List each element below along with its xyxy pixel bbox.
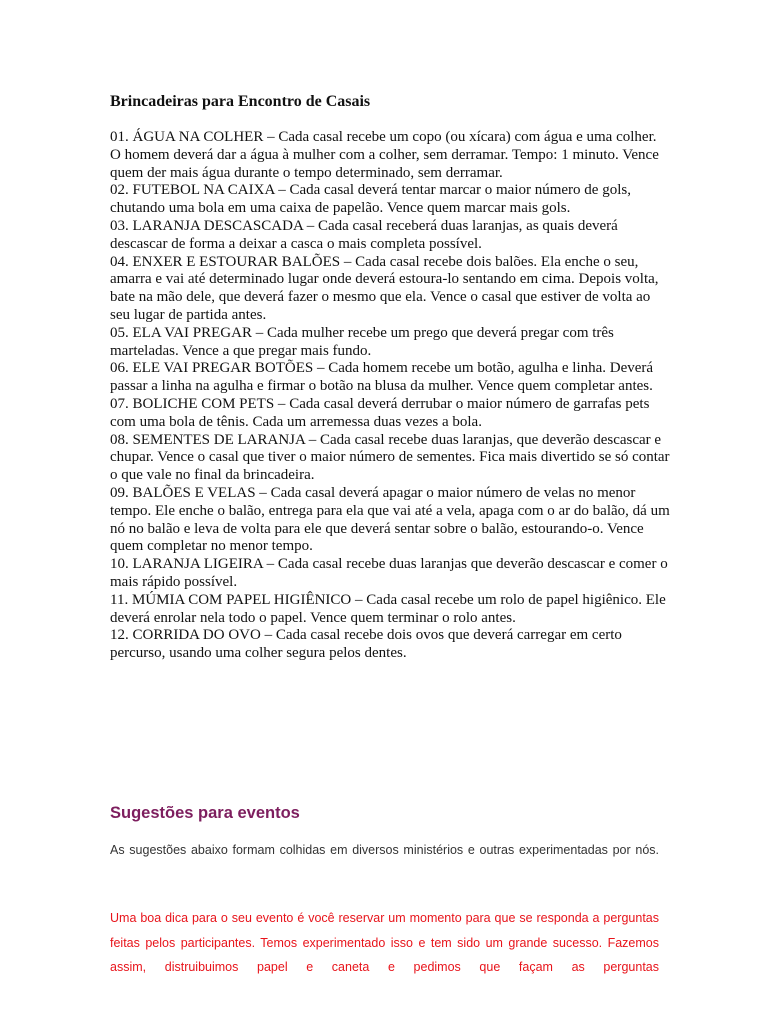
game-item xyxy=(110,627,670,663)
game-text: Cada casal recebe dois ovos que deverá carregar em certo percurso, usando uma colher segura pelos dentes. xyxy=(110,627,622,662)
game-item xyxy=(110,129,670,182)
game-item xyxy=(110,396,670,432)
game-text: Cada homem recebe um botão, agulha e linha. Deverá passar a linha na agulha e firmar o botão na blusa da mulher. Vence quem completar antes. xyxy=(110,360,654,395)
game-text: Cada casal recebe duas laranjas que deverão descascar e comer o mais rápido possível. xyxy=(110,556,668,590)
game-item xyxy=(110,182,670,218)
game-label: 05. ELA VAI PREGAR – xyxy=(110,324,267,341)
intro-paragraph: As sugestões abaixo formam colhidas em diversos ministérios e outras experimentadas por nós. xyxy=(110,843,659,857)
section-heading: Sugestões para eventos xyxy=(110,804,300,822)
game-label: 01. ÁGUA NA COLHER – xyxy=(110,129,279,145)
game-text: Cada mulher recebe um prego que deverá pregar com três marteladas. Vence a que pregar mais fundo. xyxy=(110,324,614,359)
game-text: Cada casal recebe duas laranjas, que deverão descascar e chupar. Vence o casal que tiver o maior número de sementes. Fica mais divertido se só contar o que vale no final da brincadeira. xyxy=(110,431,670,484)
game-label: 03. LARANJA DESCASCADA – xyxy=(110,217,318,234)
game-label: 04. ENXER E ESTOURAR BALÕES – xyxy=(110,253,356,270)
game-text: Cada casal deverá tentar marcar o maior número de gols, chutando uma bola em uma caixa de papelão. Vence quem marcar mais gols. xyxy=(110,182,631,217)
game-item xyxy=(110,254,670,325)
game-item xyxy=(110,485,670,556)
game-text: Cada casal recebe dois balões. Ela enche o seu, amarra e vai até determinado lugar onde deverá estoura-lo sentando em cima. Depois volta, bate na mão dele, que deverá fazer o mesmo que ela. Vence o casal que estiver de volta ao seu lugar de partida antes. xyxy=(110,253,659,323)
game-item xyxy=(110,360,670,396)
game-label: 11. MÚMIA COM PAPEL HIGIÊNICO – xyxy=(110,591,367,608)
game-text: Cada casal recebe um copo (ou xícara) com água e uma colher. O homem deverá dar a água à mulher com a colher, sem derramar. Tempo: 1 minuto. Vence quem der mais água durante o tempo determinado, sem derramar. xyxy=(110,129,659,181)
document-title: Brincadeiras para Encontro de Casais xyxy=(110,93,371,110)
game-label: 08. SEMENTES DE LARANJA – xyxy=(110,431,321,448)
game-text: Cada casal receberá duas laranjas, as quais deverá descascar de forma a deixar a casca o mais completa possível. xyxy=(110,217,618,252)
game-item xyxy=(110,592,670,628)
game-item xyxy=(110,325,670,361)
game-text: Cada casal deverá apagar o maior número de velas no menor tempo. Ele enche o balão, entrega para ela que vai até a vela, apaga com o ar do balão, dá um nó no balão e leva de volta para ele que deverá sentar sobre o balão, estourando-o. Vence quem completar no menor tempo. xyxy=(110,484,670,555)
games-list xyxy=(110,129,670,663)
game-label: 10. LARANJA LIGEIRA – xyxy=(110,556,278,573)
game-label: 07. BOLICHE COM PETS – xyxy=(110,395,290,412)
game-label: 06. ELE VAI PREGAR BOTÕES – xyxy=(110,360,329,377)
game-text: Cada casal recebe um rolo de papel higiênico. Ele deverá enrolar nela todo o papel. Vence quem terminar o rolo antes. xyxy=(110,591,666,626)
tip-paragraph: Uma boa dica para o seu evento é você reservar um momento para que se responda a perguntas feitas pelos participantes. Temos experimentado isso e tem sido um grande sucesso. Fazemos assim, distruibuimos papel e caneta e pedimos que façam as perguntas xyxy=(110,911,659,974)
game-label: 02. FUTEBOL NA CAIXA – xyxy=(110,182,290,199)
game-label: 12. CORRIDA DO OVO – xyxy=(110,627,276,644)
game-item xyxy=(110,432,670,485)
game-item xyxy=(110,556,670,592)
game-item xyxy=(110,218,670,254)
game-text: Cada casal deverá derrubar o maior número de garrafas pets com uma bola de tênis. Cada um arremessa duas vezes a bola. xyxy=(110,395,650,430)
game-label: 09. BALÕES E VELAS – xyxy=(110,484,271,501)
